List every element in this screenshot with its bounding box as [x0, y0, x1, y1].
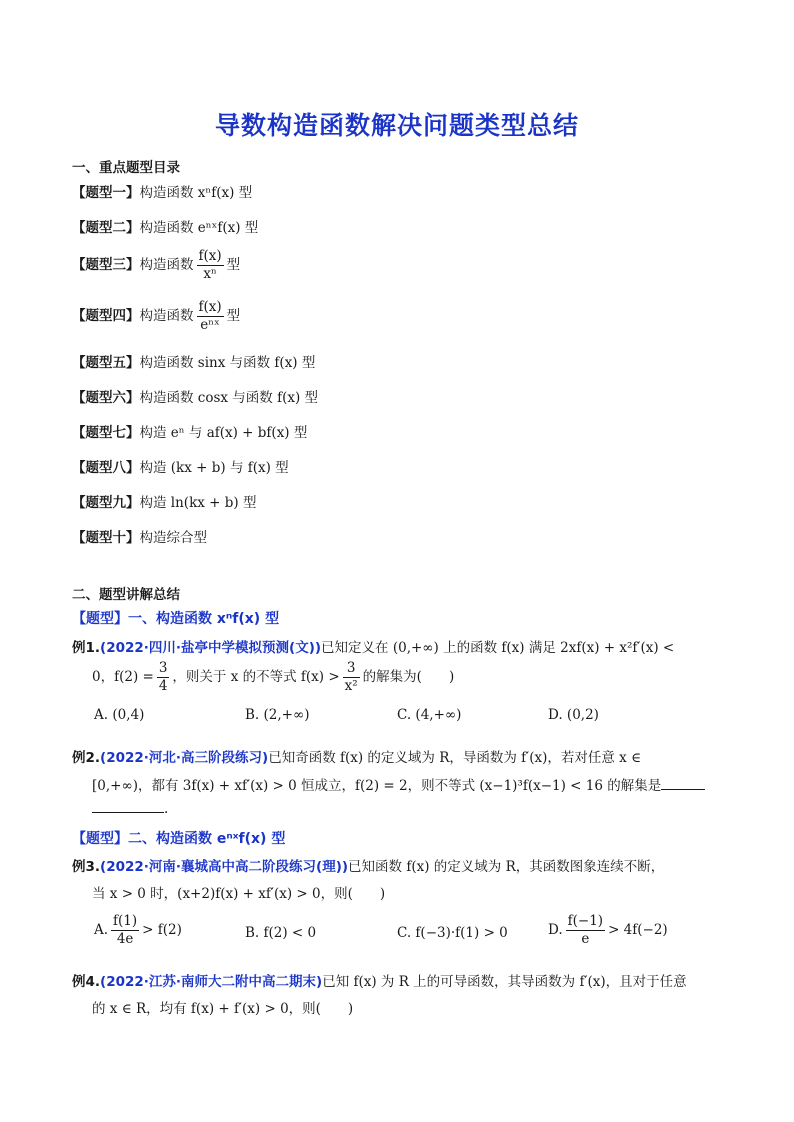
example-4-line-2: 的 x ∈ R，均有 f(x) + f′(x) > 0，则( ) [92, 1001, 354, 1017]
type-text: 构造函数 [139, 308, 194, 324]
option-letter: D. [548, 922, 563, 938]
example-label: 例4. [72, 974, 101, 990]
example-source: (2022·江苏·南师大二附中高二期末) [100, 974, 323, 990]
example-3-option-d [548, 913, 668, 948]
type-tag: 【题型八】 [72, 460, 140, 476]
example-source: (2022·河南·襄城高中高二阶段练习(理)) [100, 859, 349, 875]
type-item-9 [72, 491, 256, 511]
type-heading-2: 【题型】二、构造函数 eⁿˣf(x) 型 [72, 831, 286, 847]
type-item-4 [72, 299, 240, 334]
type-tag: 【题型七】 [72, 425, 140, 441]
fraction-numerator: f(x) [198, 248, 222, 264]
type-item-1 [72, 181, 252, 201]
fraction [197, 299, 224, 334]
fraction-denominator: x² [344, 678, 358, 694]
type-item-2 [72, 216, 258, 236]
type-tag: 【题型一】 [72, 185, 140, 201]
example-label: 例2. [72, 750, 101, 766]
example-label: 例3. [72, 859, 101, 875]
example-text: . [164, 801, 169, 817]
answer-blank [92, 812, 164, 813]
fraction-denominator: e [581, 931, 590, 947]
document-title: 导数构造函数解决问题类型总结 [214, 111, 579, 140]
example-2-line-1 [72, 746, 641, 766]
example-source: (2022·四川·盐亭中学模拟预测(文)) [100, 640, 322, 656]
example-1-line-2 [92, 660, 454, 695]
fraction-denominator: 4 [158, 678, 168, 694]
type-item-5 [72, 351, 315, 371]
fraction [197, 248, 224, 283]
section-heading-catalog: 一、重点题型目录 [72, 160, 180, 176]
example-text: 已知奇函数 f(x) 的定义域为 R，导函数为 f′(x)，若对任意 x ∈ [268, 750, 642, 766]
option-letter: A. [94, 922, 109, 938]
type-tag: 【题型五】 [72, 355, 140, 371]
type-text: 构造 (kx + b) 与 f(x) 型 [139, 460, 289, 476]
example-2-line-3 [92, 801, 168, 817]
type-text-suffix: 型 [226, 308, 241, 324]
type-tag: 【题型十】 [72, 530, 140, 546]
type-text: 构造 ln(kx + b) 型 [139, 495, 257, 511]
example-4-line-1 [72, 970, 687, 990]
example-3-line-2: 当 x > 0 时，(x+2)f(x) + xf′(x) > 0，则( ) [92, 886, 386, 902]
example-3-option-a [94, 913, 182, 948]
example-text: 已知定义在 (0,+∞) 上的函数 f(x) 满足 2xf(x) + x²f′(x) < [321, 640, 675, 656]
example-3-line-1 [72, 855, 664, 875]
example-1-option-d: D. (0,2) [548, 707, 599, 723]
fraction-numerator: f(−1) [567, 913, 604, 929]
example-label: 例1. [72, 640, 101, 656]
example-text: [0,+∞)，都有 3f(x) + xf′(x) > 0 恒成立，f(2) = 2，则不等式 (x−1)³f(x−1) < 16 的解集是 [92, 778, 662, 794]
fraction [343, 660, 360, 695]
type-text: 构造综合型 [139, 530, 207, 546]
fraction-numerator: f(x) [198, 299, 222, 315]
fraction-denominator: eⁿˣ [200, 317, 220, 333]
option-text: > 4f(−2) [608, 922, 668, 938]
fraction-numerator: f(1) [113, 913, 138, 929]
example-1-option-c: C. (4,+∞) [397, 707, 462, 723]
type-tag: 【题型三】 [72, 257, 140, 273]
fraction-numerator: 3 [158, 660, 168, 676]
type-item-3 [72, 248, 240, 283]
type-tag: 【题型四】 [72, 308, 140, 324]
example-1-option-a: A. (0,4) [94, 707, 145, 723]
example-3-option-c: C. f(−3)·f(1) > 0 [397, 925, 508, 941]
type-text: 构造函数 [139, 257, 194, 273]
type-tag: 【题型二】 [72, 220, 140, 236]
fraction-denominator: 4e [116, 931, 134, 947]
fraction-denominator: xⁿ [203, 266, 217, 282]
example-text: 已知函数 f(x) 的定义域为 R，其函数图象连续不断， [348, 859, 665, 875]
answer-blank [661, 789, 705, 790]
example-1-option-b: B. (2,+∞) [245, 707, 310, 723]
example-text: 0，f(2) = [92, 669, 154, 685]
example-3-option-b: B. f(2) < 0 [245, 925, 317, 941]
section-heading-explanation: 二、题型讲解总结 [72, 587, 180, 603]
type-heading-1: 【题型】一、构造函数 xⁿf(x) 型 [72, 611, 280, 627]
type-text: 构造函数 sinx 与函数 f(x) 型 [139, 355, 316, 371]
type-tag: 【题型九】 [72, 495, 140, 511]
example-text: 的解集为( ) [362, 669, 455, 685]
example-text: ，则关于 x 的不等式 f(x) > [172, 669, 340, 685]
option-text: > f(2) [142, 922, 182, 938]
example-text: 已知 f(x) 为 R 上的可导函数，其导函数为 f′(x)，且对于任意 [322, 974, 687, 990]
type-text: 构造函数 xⁿf(x) 型 [139, 185, 253, 201]
type-text: 构造 eⁿ 与 af(x) + bf(x) 型 [139, 425, 308, 441]
example-1-line-1 [72, 636, 674, 656]
fraction [566, 913, 605, 948]
type-item-8 [72, 456, 289, 476]
fraction-numerator: 3 [343, 660, 360, 678]
type-item-10 [72, 526, 207, 546]
type-text: 构造函数 eⁿˣf(x) 型 [139, 220, 259, 236]
fraction [111, 913, 139, 948]
type-item-7 [72, 421, 307, 441]
type-item-6 [72, 386, 318, 406]
type-text: 构造函数 cosx 与函数 f(x) 型 [139, 390, 319, 406]
example-2-line-2 [92, 774, 705, 794]
type-tag: 【题型六】 [72, 390, 140, 406]
fraction [157, 660, 170, 695]
type-text-suffix: 型 [226, 257, 241, 273]
example-source: (2022·河北·高三阶段练习) [100, 750, 269, 766]
